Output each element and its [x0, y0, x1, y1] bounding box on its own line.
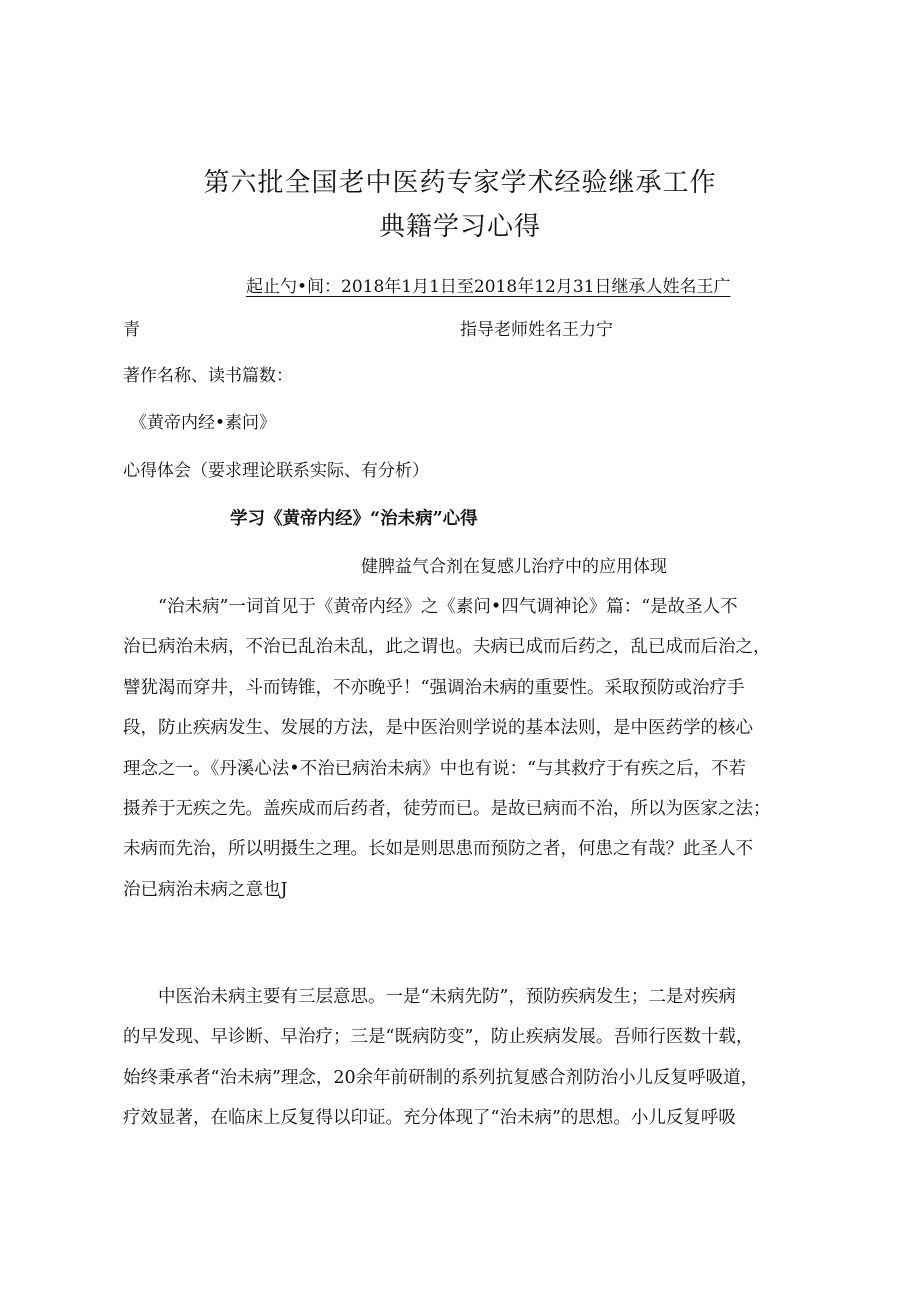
paragraph-line: 未病而先治，所以明摄生之理。长如是则思患而预防之者，何患之有哉？此圣人不 [123, 839, 753, 860]
period-and-successor-line: 起止勺•间：2018年1月1日至2018年12月31日继承人姓名王广 [246, 277, 731, 297]
paragraph-1 [123, 587, 771, 910]
paragraph-line: 段，防止疾病发生、发展的方法，是中医治则学说的基本法则，是中医药学的核心 [123, 718, 753, 739]
successor-name-tail: 青 [123, 320, 140, 340]
paragraph-line: 摄养于无疾之先。盖疾成而后药者，徒劳而已。是故已病而不治，所以为医家之法； [123, 798, 771, 819]
paragraph-line: 的早发现、早诊断、早治疗；三是“既病防变”，防止疾病发展。吾师行医数十载， [123, 1027, 754, 1048]
essay-title: 学习《黄帝内经》“治未病”心得 [230, 509, 478, 529]
essay-subtitle: 健脾益气合剂在复感儿治疗中的应用体现 [361, 557, 667, 577]
work-title: 《黄帝内经•素问》 [130, 413, 277, 433]
advisor-line: 指导老师姓名王力宁 [460, 320, 613, 340]
paragraph-line: 治已病治未病，不治已乱治未乱，此之谓也。夫病已成而后药之，乱已成而后治之， [123, 637, 771, 658]
paragraph-line: 疗效显著，在临床上反复得以印证。充分体现了“治未病”的思想。小儿反复呼吸 [123, 1108, 736, 1129]
paragraph-2 [123, 977, 758, 1139]
paragraph-line: 治已病治未病之意也J [123, 879, 288, 900]
paragraph-line: 中医治未病主要有三层意思。一是“未病先防”，预防疾病发生；二是对疾病 [123, 987, 736, 1007]
document-title-line1: 第六批全国老中医药专家学术经验继承工作 [203, 168, 717, 198]
paragraph-line: 譬犹渴而穿井，斗而铸锥，不亦晚乎！“强调治未病的重要性。采取预防或治疗手 [123, 677, 745, 698]
paragraph-line: 理念之一。《丹溪心法•不治已病治未病》中也有说：“与其救疗于有疾之后，不若 [123, 758, 747, 779]
document-title-line2: 典籍学习心得 [378, 212, 541, 242]
work-label: 著作名称、读书篇数： [123, 366, 293, 386]
paragraph-line: “治未病”一词首见于《黄帝内经》之《素问•四气调神论》篇：“是故圣人不 [123, 597, 738, 617]
insight-label: 心得体会（要求理论联系实际、有分析） [123, 461, 429, 481]
paragraph-line: 始终秉承者“治未病”理念，20余年前研制的系列抗复感合剂防治小儿反复呼吸道， [123, 1067, 759, 1088]
